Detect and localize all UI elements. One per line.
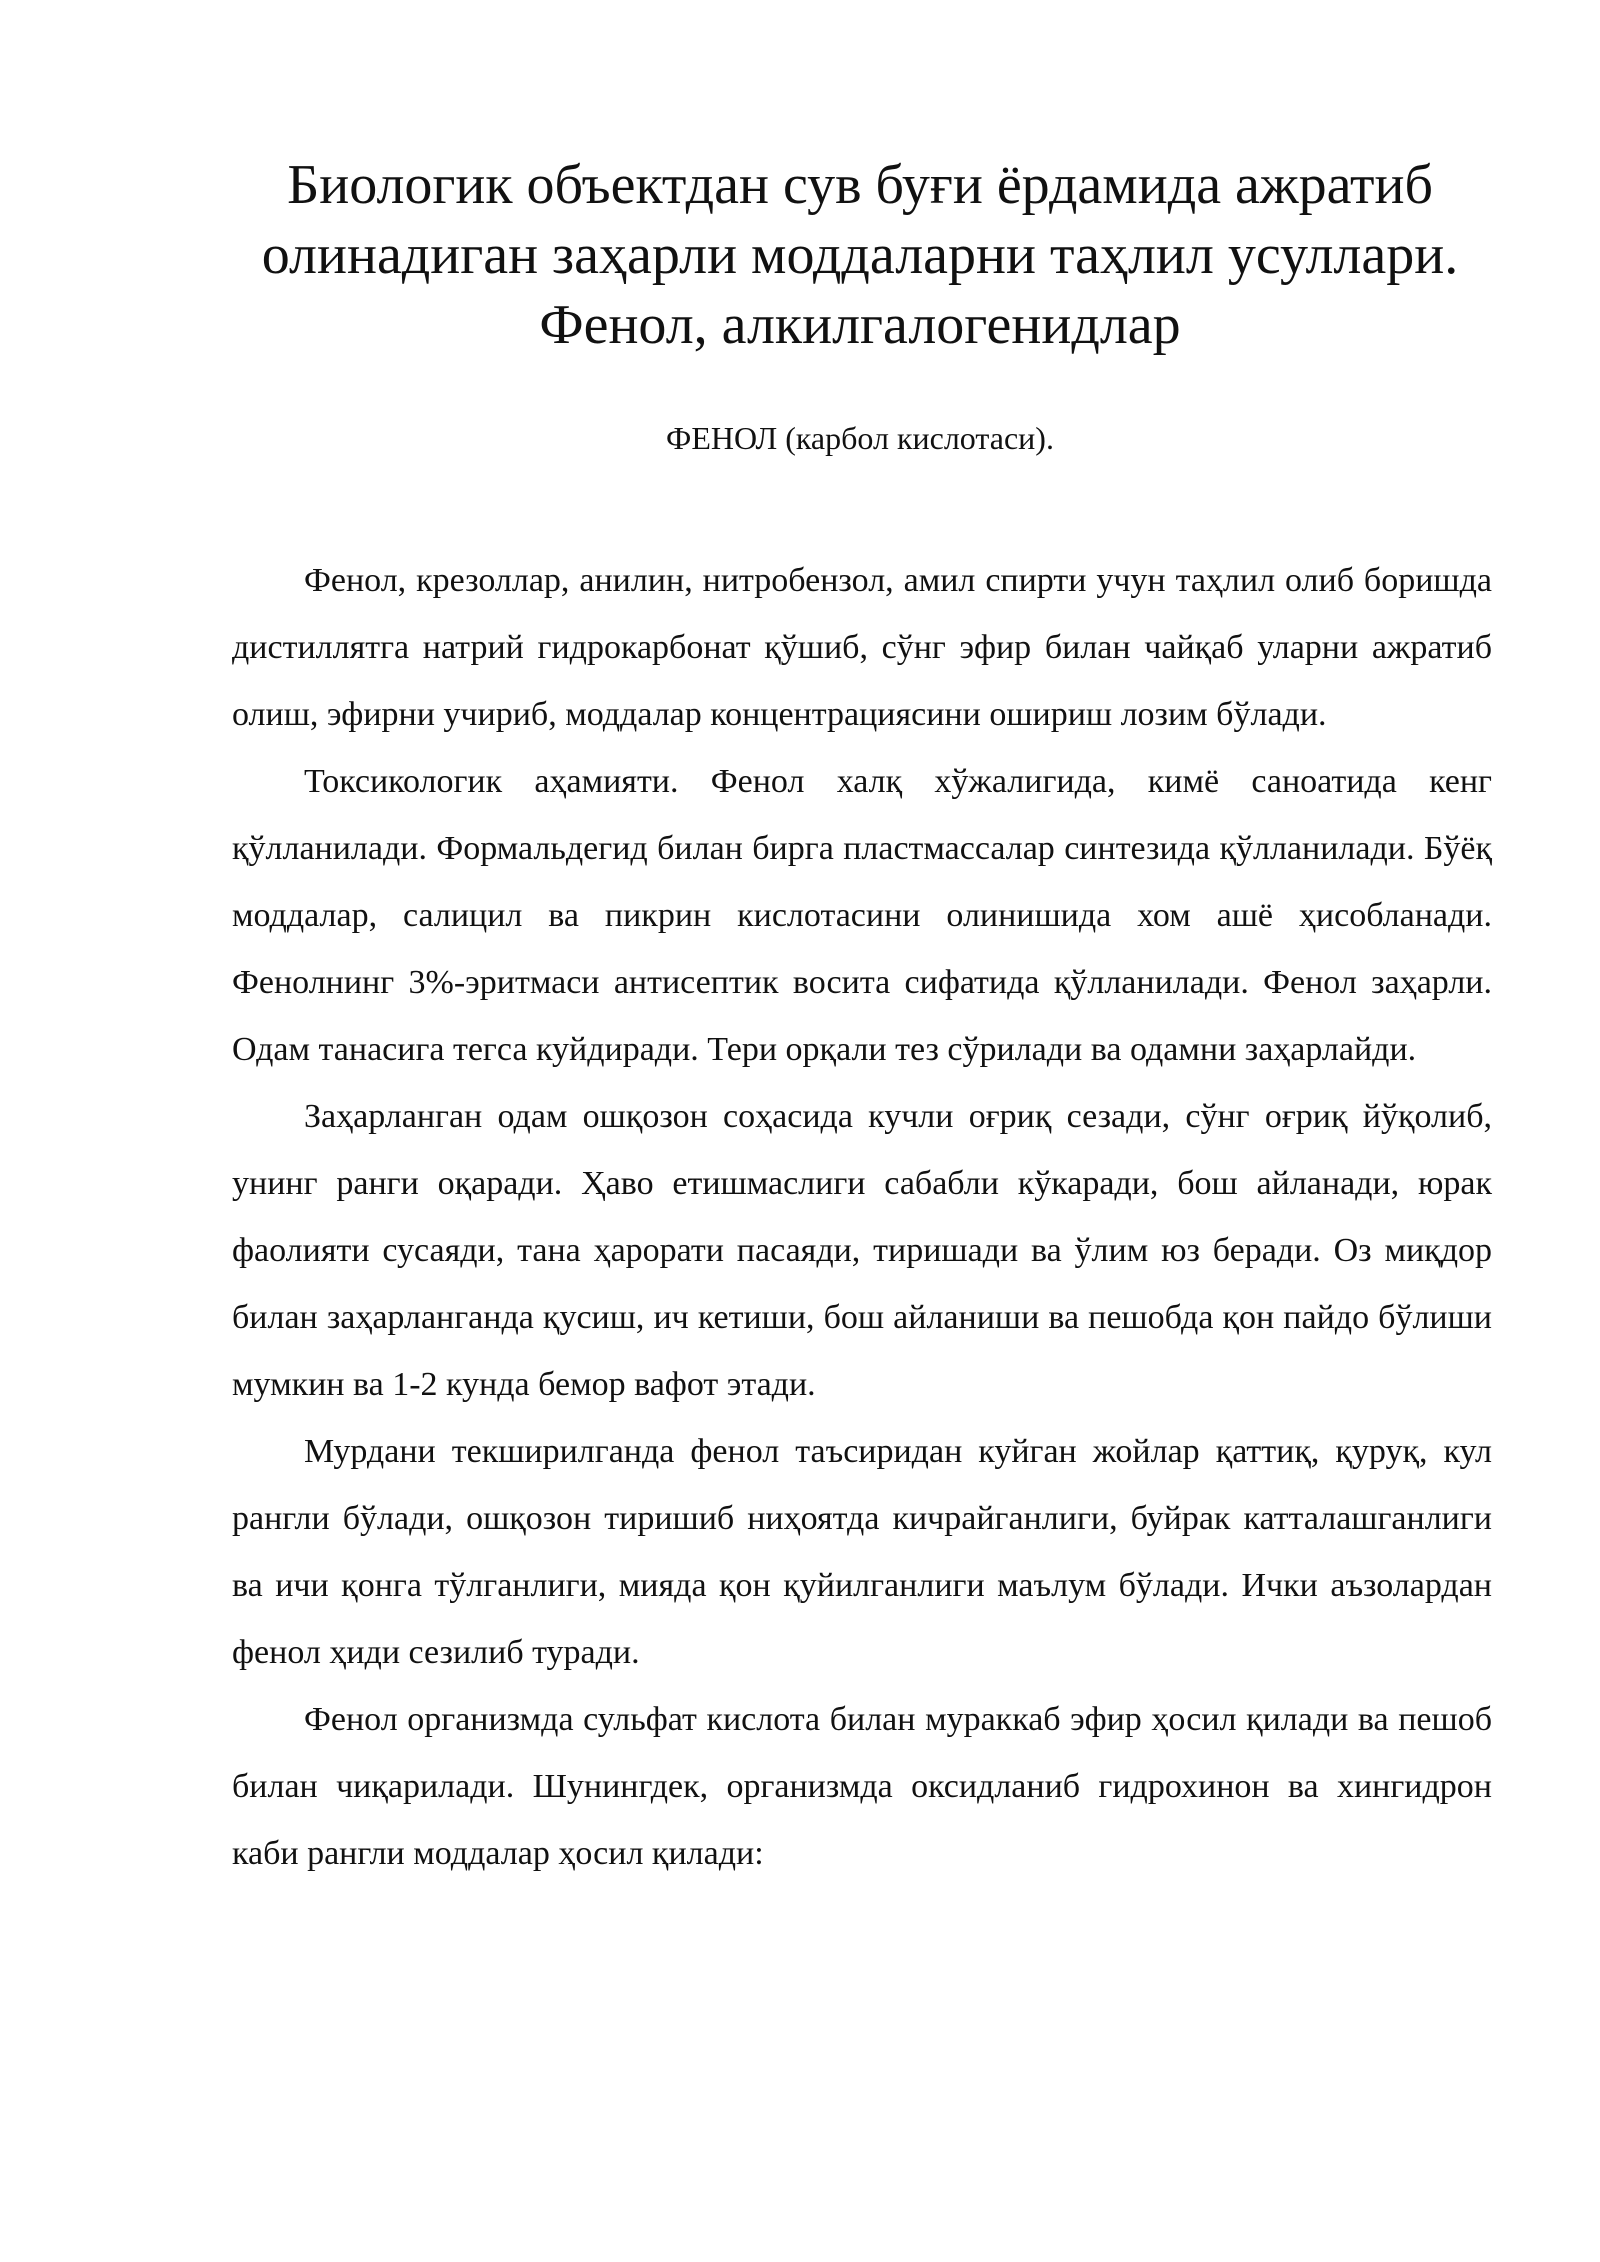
section-subtitle: ФЕНОЛ (карбол кислотаси). <box>666 420 1054 456</box>
paragraph-3: Заҳарланган одам ошқозон соҳасида кучли оғриқ сезади, сўнг оғриқ йўқолиб, унинг ранги оқаради. Ҳаво етишмаслиги сабабли кўкаради, бош айланади, юрак фаолияти сусаяди, тана ҳарорати пасаяди, тиришади ва ўлим юз беради. Оз миқдор билан заҳарланганда қусиш, ич кетиши, бош айланиши ва пешобда қон пайдо бўлиши мумкин ва 1-2 кунда бемор вафот этади. <box>232 1098 1492 1403</box>
document-body <box>232 547 1492 1887</box>
paragraph-5: Фенол организмда сульфат кислота билан мураккаб эфир ҳосил қилади ва пешоб билан чиқарилади. Шунингдек, организмда оксидланиб гидрохинон ва хингидрон каби рангли моддалар ҳосил қилади: <box>232 1701 1492 1872</box>
paragraph-2: Токсикологик аҳамияти. Фенол халқ хўжалигида, кимё саноатида кенг қўлланилади. Формальдегид билан бирга пластмассалар синтезида қўлланилади. Бўёқ моддалар, салицил ва пикрин кислотасини олинишида хом ашё ҳисобланади. Фенолнинг 3%-эритмаси антисептик восита сифатида қўлланилади. Фенол заҳарли. Одам танасига тегса куйдиради. Тери орқали тез сўрилади ва одамни заҳарлайди. <box>232 763 1492 1068</box>
document-title: Биологик объектдан сув буғи ёрдамида ажратиб олинадиган заҳарли моддаларни таҳлил усуллари. Фенол, алкилгалогенидлар <box>261 154 1459 356</box>
paragraph-4: Мурдани текширилганда фенол таъсиридан куйган жойлар қаттиқ, қуруқ, кул рангли бўлади, ошқозон тиришиб ниҳоятда кичрайганлиги, буйрак катталашганлиги ва ичи қонга тўлганлиги, мияда қон қуйилганлиги маълум бўлади. Ички аъзолардан фенол ҳиди сезилиб туради. <box>232 1433 1492 1671</box>
paragraph-1: Фенол, крезоллар, анилин, нитробензол, амил спирти учун таҳлил олиб боришда дистиллятга натрий гидрокарбонат қўшиб, сўнг эфир билан чайқаб уларни ажратиб олиш, эфирни учириб, моддалар концентрациясини ошириш лозим бўлади. <box>232 562 1492 733</box>
